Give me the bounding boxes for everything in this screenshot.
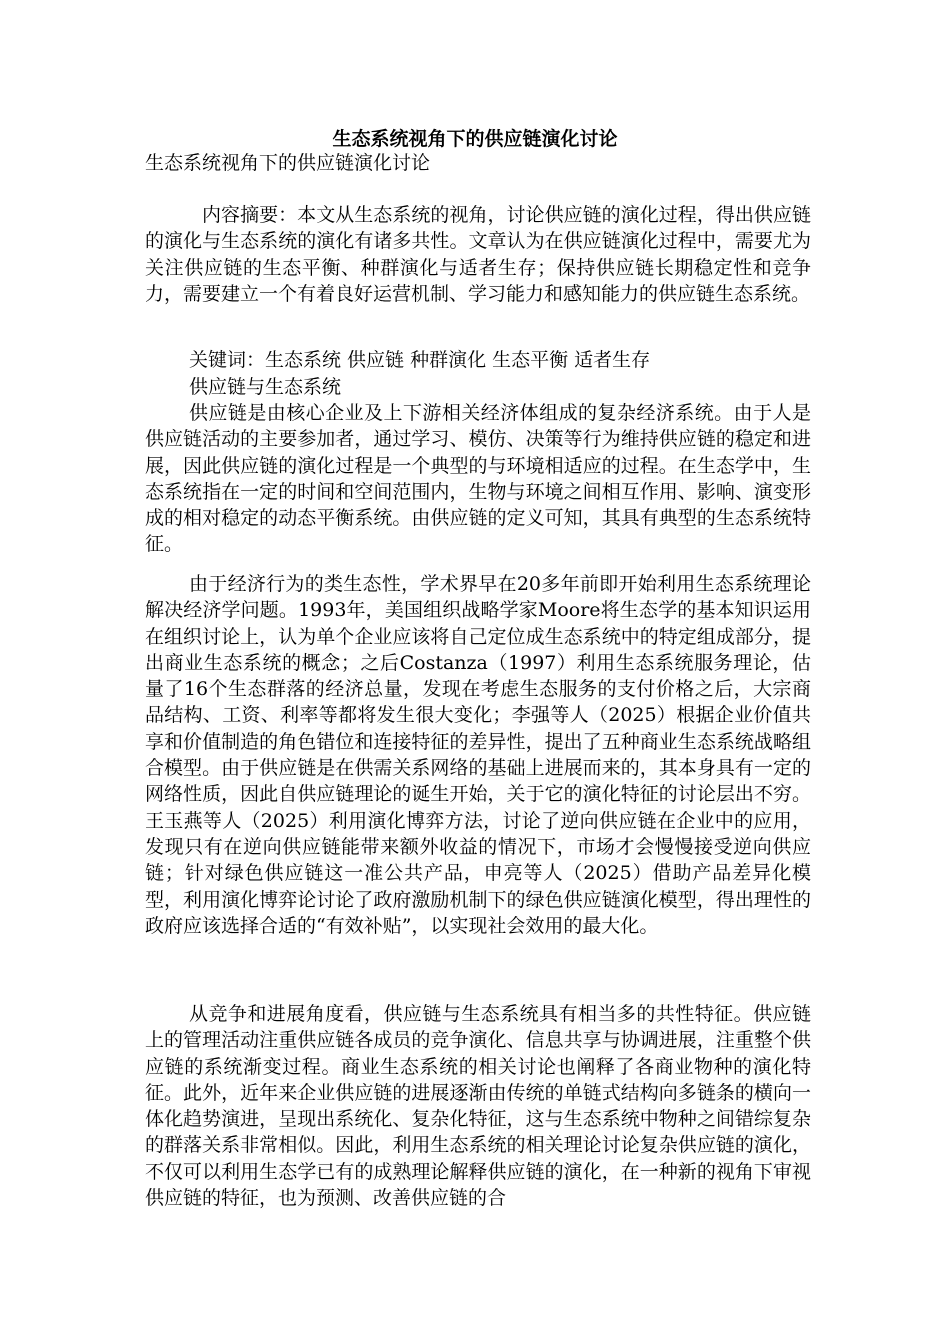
abstract-paragraph: 内容摘要：本文从生态系统的视角，讨论供应链的演化过程，得出供应链的演化与生态系统的演化有诸多共性。文章认为在供应链演化过程中，需要尤为关注供应链的生态平衡、种群演化与适者生存；保持供应链长期稳定性和竞争力，需要建立一个有着良好运营机制、学习能力和感知能力的供应链生态系统。 bbox=[145, 204, 811, 305]
document-subtitle: 生态系统视角下的供应链演化讨论 bbox=[145, 152, 431, 174]
body-paragraph: 供应链是由核心企业及上下游相关经济体组成的复杂经济系统。由于人是供应链活动的主要参加者，通过学习、模仿、决策等行为维持供应链的稳定和进展，因此供应链的演化过程是一个典型的与环境相适应的过程。在生态学中，生态系统指在一定的时间和空间范围内，生物与环境之间相互作用、影响、演变形成的相对稳定的动态平衡系统。由供应链的定义可知，其具有典型的生态系统特征。 bbox=[145, 402, 811, 556]
keywords-line: 关键词：生态系统 供应链 种群演化 生态平衡 适者生存 bbox=[189, 349, 651, 371]
section-heading: 供应链与生态系统 bbox=[189, 376, 342, 398]
document-title: 生态系统视角下的供应链演化讨论 bbox=[332, 128, 618, 150]
body-paragraph: 从竞争和进展角度看，供应链与生态系统具有相当多的共性特征。供应链上的管理活动注重供应链各成员的竞争演化、信息共享与协调进展，注重整个供应链的系统渐变过程。商业生态系统的相关讨论也阐释了各商业物种的演化特征。此外，近年来企业供应链的进展逐渐由传统的单链式结构向多链条的横向一体化趋势演进，呈现出系统化、复杂化特征，这与生态系统中物种之间错综复杂的群落关系非常相似。因此，利用生态系统的相关理论讨论复杂供应链的演化，不仅可以利用生态学已有的成熟理论解释供应链的演化，在一种新的视角下审视供应链的特征，也为预测、改善供应链的合 bbox=[145, 1003, 811, 1210]
body-paragraph: 由于经济行为的类生态性，学术界早在20多年前即开始利用生态系统理论解决经济学问题。1993年，美国组织战略学家Moore将生态学的基本知识运用在组织讨论上，认为单个企业应该将自己定位成生态系统中的特定组成部分，提出商业生态系统的概念；之后Costanza（1997）利用生态系统服务理论，估量了16个生态群落的经济总量，发现在考虑生态服务的支付价格之后，大宗商品结构、工资、利率等都将发生很大变化；李强等人（2025）根据企业价值共享和价值制造的角色错位和连接特征的差异性，提出了五种商业生态系统战略组合模型。由于供应链是在供需关系网络的基础上进展而来的，其本身具有一定的网络性质，因此自供应链理论的诞生开始，关于它的演化特征的讨论层出不穷。王玉燕等人（2025）利用演化博弈方法，讨论了逆向供应链在企业中的应用，发现只有在逆向供应链能带来额外收益的情况下，市场才会慢慢接受逆向供应链；针对绿色供应链这一准公共产品，申亮等人（2025）借助产品差异化模型，利用演化博弈论讨论了政府激励机制下的绿色供应链演化模型，得出理性的政府应该选择合适的“有效补贴”，以实现社会效用的最大化。 bbox=[145, 573, 811, 937]
